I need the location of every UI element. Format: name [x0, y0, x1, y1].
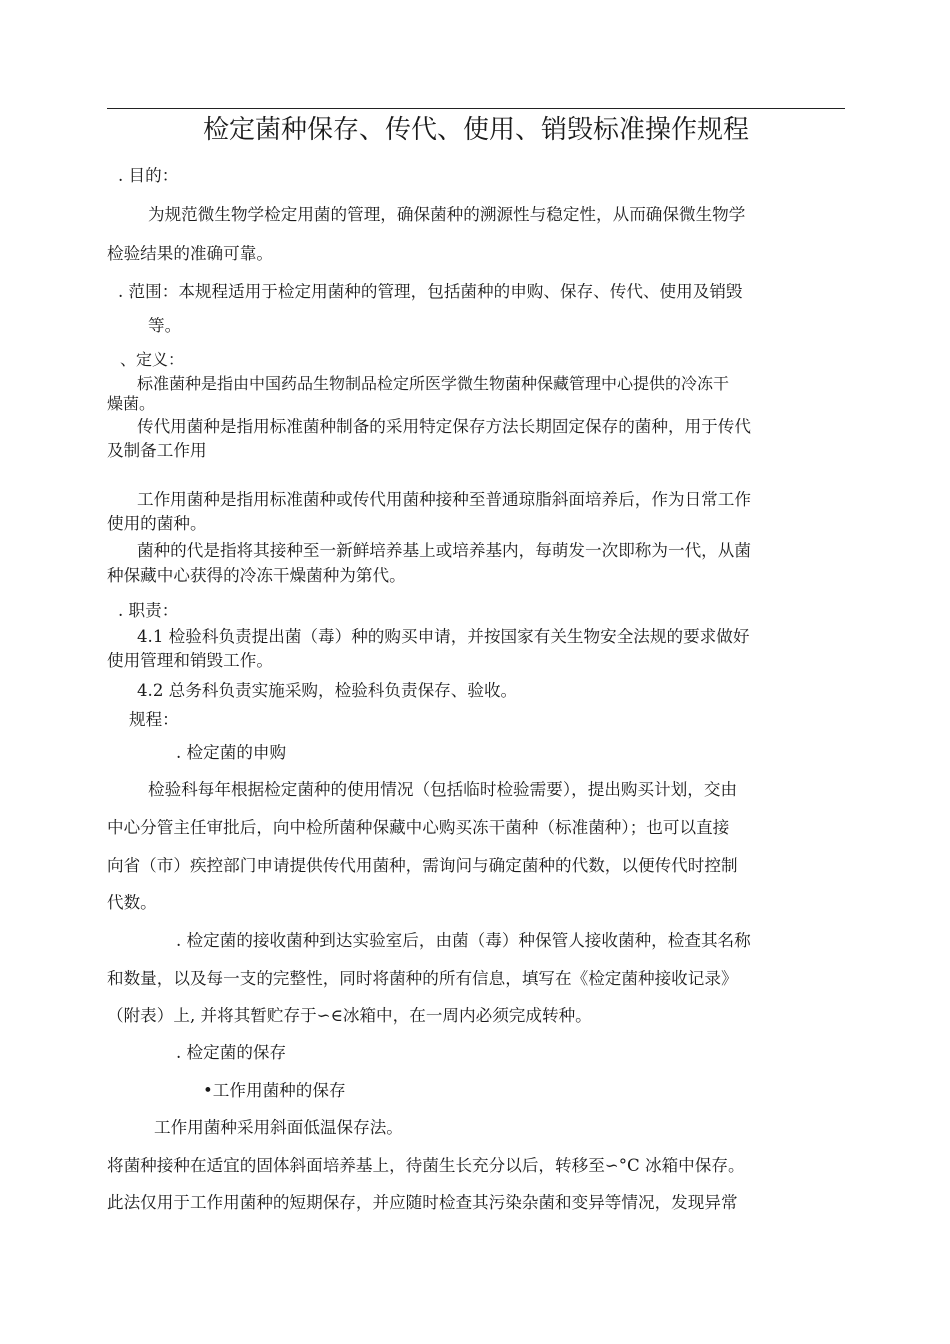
procedure-purchase-heading: . 检定菌的申购	[176, 743, 287, 762]
definition-generation-line-1: 菌种的代是指将其接种至一新鲜培养基上或培养基内，每萌发一次即称为一代，从菌	[137, 541, 751, 560]
definition-working-line-2: 使用的菌种。	[107, 514, 207, 533]
purpose-text-line-2: 检验结果的准确可靠。	[107, 244, 273, 263]
purchase-text-line-1: 检验科每年根据检定菌种的使用情况（包括临时检验需要），提出购买计划，交由	[148, 780, 738, 799]
receipt-text-line-1: . 检定菌的接收菌种到达实验室后，由菌（毒）种保管人接收菌种，检查其名称	[176, 931, 751, 950]
section-scope-line-2: 等。	[148, 316, 182, 335]
duty-4-1-line-2: 使用管理和销毁工作。	[107, 651, 273, 670]
duty-4-1-line-1: 4.1 检验科负责提出菌（毒）种的购买申请，并按国家有关生物安全法规的要求做好	[137, 627, 750, 646]
procedure-storage-heading: . 检定菌的保存	[176, 1043, 287, 1062]
section-procedure-heading: 规程：	[129, 710, 179, 729]
definition-standard-line-1: 标准菌种是指由中国药品生物制品检定所医学微生物菌种保藏管理中心提供的冷冻干	[137, 374, 730, 393]
section-purpose-heading: . 目的：	[118, 166, 179, 185]
receipt-text-line-2: 和数量，以及每一支的完整性，同时将菌种的所有信息，填写在《检定菌种接收记录》	[107, 969, 738, 988]
purchase-text-line-4: 代数。	[107, 893, 157, 912]
definition-generation-line-2: 种保藏中心获得的冷冻干燥菌种为第代。	[107, 566, 406, 585]
storage-method-line: 工作用菌种采用斜面低温保存法。	[154, 1118, 403, 1137]
section-scope-line-1: . 范围：本规程适用于检定用菌种的管理，包括菌种的申购、保存、传代、使用及销毁	[118, 282, 743, 301]
document-title: 检定菌种保存、传代、使用、销毁标准操作规程	[202, 115, 749, 145]
storage-text-line-2: 此法仅用于工作用菌种的短期保存，并应随时检查其污染杂菌和变异等情况，发现异常	[107, 1193, 738, 1212]
definition-working-line-1: 工作用菌种是指用标准菌种或传代用菌种接种至普通琼脂斜面培养后，作为日常工作	[137, 490, 751, 509]
section-definition-heading: 、定义：	[120, 350, 185, 369]
definition-passage-line-2: 及制备工作用	[107, 441, 207, 460]
definition-passage-line-1: 传代用菌种是指用标准菌种制备的采用特定保存方法长期固定保存的菌种，用于传代	[137, 417, 751, 436]
section-duty-heading: . 职责：	[118, 601, 179, 620]
receipt-text-line-3: （附表）上, 并将其暂贮存于∽∈冰箱中，在一周内必须完成转种。	[107, 1006, 592, 1025]
working-strain-storage-heading: •工作用菌种的保存	[203, 1081, 346, 1100]
purpose-text-line-1: 为规范微生物学检定用菌的管理，确保菌种的溯源性与稳定性，从而确保微生物学	[148, 205, 746, 224]
purchase-text-line-2: 中心分管主任审批后，向中检所菌种保藏中心购买冻干菌种（标准菌种）；也可以直接	[107, 818, 730, 837]
definition-standard-line-2: 燥菌。	[107, 394, 156, 413]
header-rule	[107, 108, 845, 109]
duty-4-2: 4.2 总务科负责实施采购，检验科负责保存、验收。	[137, 681, 518, 700]
purchase-text-line-3: 向省（市）疾控部门申请提供传代用菌种，需询问与确定菌种的代数，以便传代时控制	[107, 856, 738, 875]
storage-text-line-1: 将菌种接种在适宜的固体斜面培养基上，待菌生长充分以后，转移至∽°C 冰箱中保存。	[107, 1156, 745, 1175]
